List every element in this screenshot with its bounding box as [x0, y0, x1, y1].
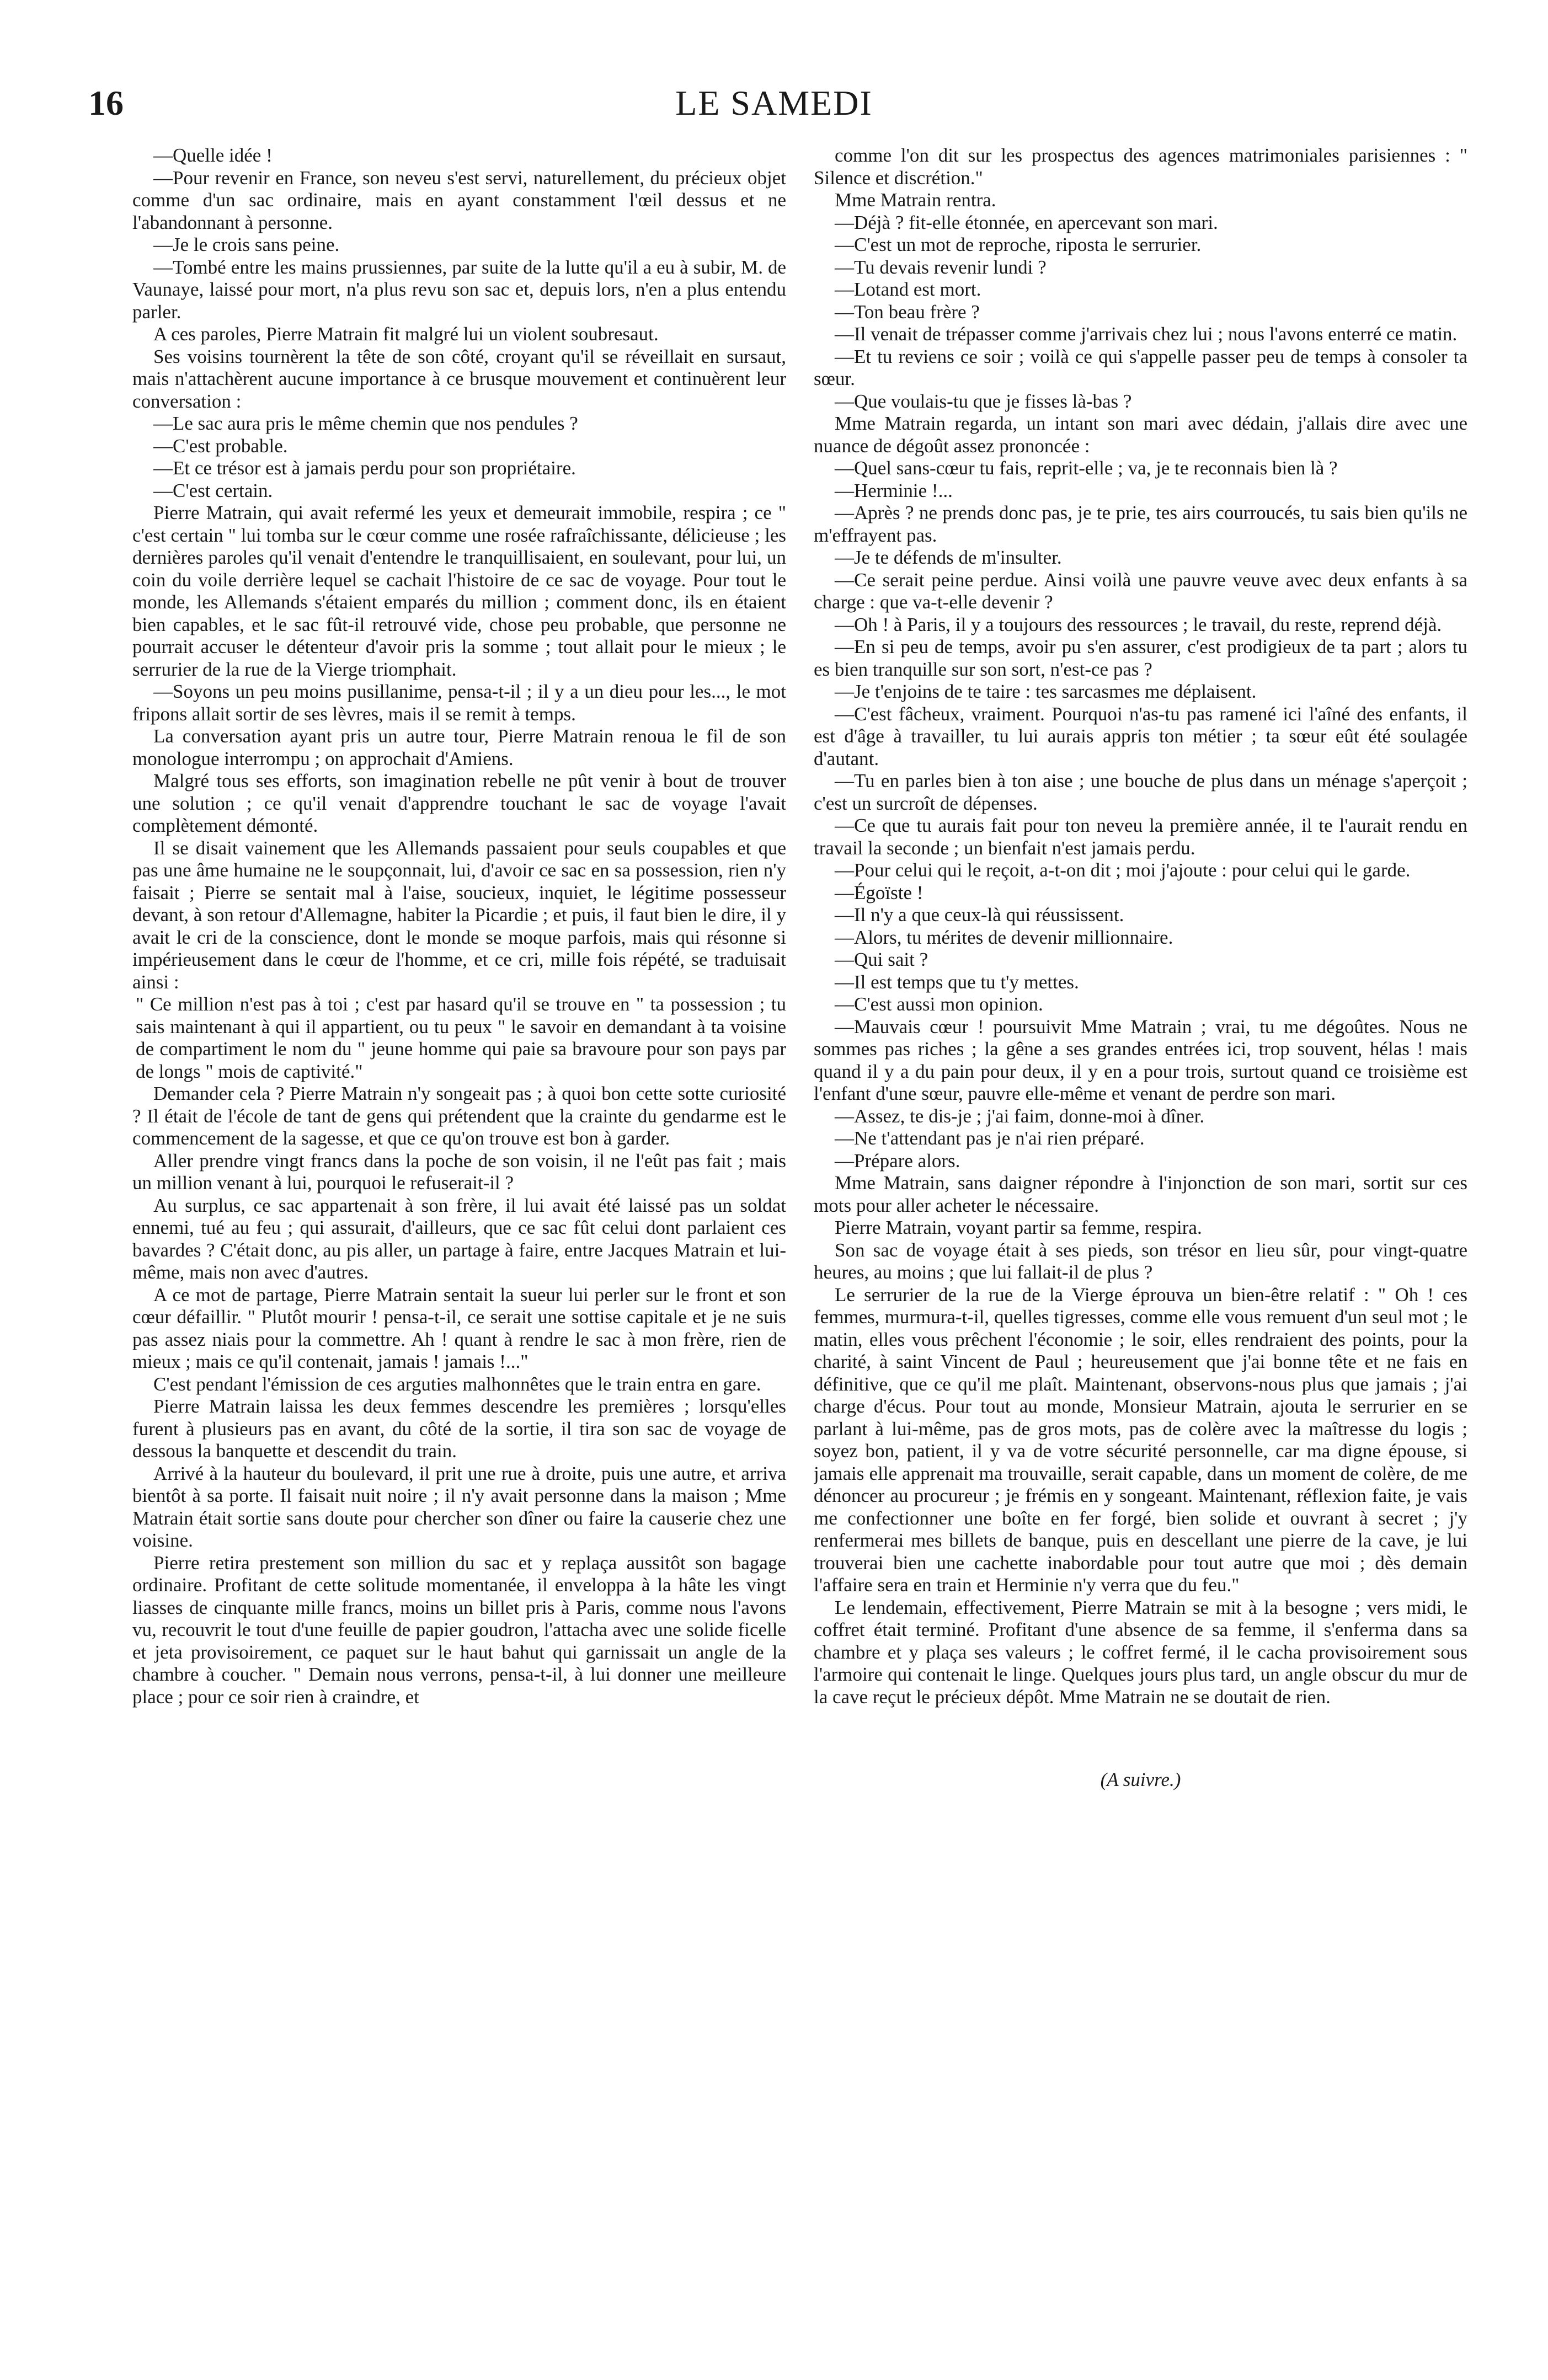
paragraph: —Tu devais revenir lundi ? — [835, 256, 1047, 278]
paragraph: A ce mot de partage, Pierre Matrain sentait la sueur lui perler sur le front et son cœur défaillir. " Plutôt mourir ! pensa-t-il, ce serait une sottise capitale et je ne suis pas assez niais pour la commettre. Ah ! quant à rendre le sac à mon frère, rien de mieux ; mais ce qu'il contenait, jamais ! jamais !..." — [132, 1283, 786, 1372]
paragraph: Ses voisins tournèrent la tête de son côté, croyant qu'il se réveillait en sursaut, mais n'attachèrent aucune importance à ce brusque mouvement et continuèrent leur conversation : — [132, 345, 786, 412]
paragraph: Il se disait vainement que les Allemands passaient pour seuls coupables et que pas une âme humaine ne le soupçonnait, lui, d'avoir ce sac en sa possession, rien n'y faisait ; Pierre se sentait mal à l'aise, soucieux, inquiet, le légitime possesseur devant, à son retour d'Allemagne, habiter la Picardie ; et puis, il faut bien le dire, il y avait le cri de la conscience, dont le monde se moque parfois, mais qui résonne si impérieusement dans le cœur de l'homme, et ce cri, mille fois répété, se traduisait ainsi : — [132, 837, 786, 993]
paragraph: —Assez, te dis-je ; j'ai faim, donne-moi à dîner. — [835, 1105, 1205, 1127]
paragraph: —Le sac aura pris le même chemin que nos pendules ? — [153, 413, 578, 434]
paragraph: —Oh ! à Paris, il y a toujours des ressources ; le travail, du reste, reprend déjà. — [835, 613, 1442, 635]
paragraph: —Je t'enjoins de te taire : tes sarcasmes me déplaisent. — [835, 681, 1257, 702]
paragraph: C'est pendant l'émission de ces arguties malhonnêtes que le train entra en gare. — [153, 1373, 761, 1395]
to-be-continued: (A suivre.) — [1100, 1769, 1181, 1790]
paragraph: Mme Matrain regarda, un intant son mari avec dédain, j'allais dire avec une nuance de dégoût assez prononcée : — [814, 413, 1467, 457]
paragraph: —C'est certain. — [153, 479, 273, 501]
paragraph: —Pour revenir en France, son neveu s'est servi, naturellement, du précieux objet comme d'un sac ordinaire, mais en ayant constamment l'œil dessus et ne l'abandonnant à personne. — [132, 167, 786, 233]
publication-title: LE SAMEDI — [675, 83, 873, 122]
paragraph: —Ce que tu aurais fait pour ton neveu la première année, il te l'aurait rendu en travail la seconde ; un bienfait n'est jamais perdu. — [814, 815, 1467, 859]
paragraph: A ces paroles, Pierre Matrain fit malgré lui un violent soubresaut. — [153, 323, 659, 345]
paragraph: Pierre retira prestement son million du sac et y replaça aussitôt son bagage ordinaire. Profitant de cette solitude momentanée, il enveloppa à la hâte les vingt liasses de cinquante mille francs, moins un billet pris à Paris, comme nous l'avons vu, recouvrit le tout d'une feuille de papier goudron, l'attacha avec une solide ficelle et jeta provisoirement, ce paquet sur le haut bahut qui garnissait un angle de la chambre à coucher. " Demain nous verrons, pensa-t-il, à lui donner une meilleure place ; pour ce soir rien à craindre, et — [132, 1552, 786, 1708]
paragraph: —Et ce trésor est à jamais perdu pour son propriétaire. — [153, 457, 576, 479]
paragraph: comme l'on dit sur les prospectus des agences matrimoniales parisiennes : " Silence et discrétion." — [814, 145, 1467, 189]
paragraph: —Tu en parles bien à ton aise ; une bouche de plus dans un ménage s'aperçoit ; c'est un surcroît de dépenses. — [814, 770, 1467, 814]
paragraph: —Égoïste ! — [835, 881, 924, 903]
paragraph: —C'est probable. — [153, 435, 288, 457]
paragraph: —Ce serait peine perdue. Ainsi voilà une pauvre veuve avec deux enfants à sa charge : que va-t-elle devenir ? — [814, 569, 1467, 613]
paragraph: —C'est aussi mon opinion. — [835, 993, 1043, 1015]
paragraph: Demander cela ? Pierre Matrain n'y songeait pas ; à quoi bon cette sotte curiosité ? Il était de l'école de tant de gens qui prétendent que la crainte du gendarme est le commencement de la sagesse, et que ce qu'on trouve est bon à garder. — [132, 1083, 786, 1149]
paragraph: —Quel sans-cœur tu fais, reprit-elle ; va, je te reconnais bien là ? — [835, 457, 1338, 479]
paragraph: —C'est un mot de reproche, riposta le serrurier. — [835, 234, 1202, 255]
paragraph: —Que voulais-tu que je fisses là-bas ? — [835, 390, 1132, 412]
paragraph: Pierre Matrain, qui avait refermé les yeux et demeurait immobile, respira ; ce " c'est certain " lui tomba sur le cœur comme une rosée rafraîchissante, délicieuse ; les dernières paroles qu'il venait d'entendre le tranquillisaient, en soulevant, pour lui, un coin du voile derrière lequel se cachait l'histoire de ce sac de voyage. Pour tout le monde, les Allemands s'étaient emparés du million ; comment donc, ils en étaient bien capables, et le sac fût-il retrouvé vide, chose peu probable, que personne ne pourrait accuser le détenteur d'avoir pris la somme ; tout allait pour le mieux ; le serrurier de la rue de la Vierge triomphait. — [132, 502, 786, 680]
paragraph: —Soyons un peu moins pusillanime, pensa-t-il ; il y a un dieu pour les..., le mot fripons allait sortir de ses lèvres, mais il se remit à temps. — [132, 681, 786, 725]
paragraph: —C'est fâcheux, vraiment. Pourquoi n'as-tu pas ramené ici l'aîné des enfants, il est d'âge à travailler, tu lui aurais appris ton métier ; ta sœur eût été soulagée d'autant. — [814, 703, 1467, 769]
paragraph: Malgré tous ses efforts, son imagination rebelle ne pût venir à bout de trouver une solution ; ce qu'il venait d'apprendre touchant le sac de voyage l'avait complètement démonté. — [132, 770, 786, 836]
paragraph: Pierre Matrain laissa les deux femmes descendre les premières ; lorsqu'elles furent à plusieurs pas en avant, du côté de la sortie, il tira son sac de voyage de dessous la banquette et descendit du train. — [132, 1395, 786, 1462]
paragraph: —Ton beau frère ? — [835, 301, 980, 323]
paragraph: —Déjà ? fit-elle étonnée, en apercevant son mari. — [835, 211, 1218, 233]
paragraph: —Tombé entre les mains prussiennes, par suite de la lutte qu'il a eu à subir, M. de Vaunaye, laissé pour mort, n'a plus revu son sac et, depuis lors, n'en a plus entendu parler. — [132, 256, 786, 323]
paragraph: —En si peu de temps, avoir pu s'en assurer, c'est prodigieux de ta part ; alors tu es bien tranquille sur son sort, n'est-ce pas ? — [814, 636, 1467, 680]
paragraph: —Il est temps que tu t'y mettes. — [835, 971, 1079, 993]
paragraph: —Lotand est mort. — [835, 279, 981, 300]
paragraph: Aller prendre vingt francs dans la poche de son voisin, il ne l'eût pas fait ; mais un million venant à lui, pourquoi le refuserait-il ? — [132, 1149, 786, 1194]
paragraph: —Je te défends de m'insulter. — [835, 547, 1062, 568]
page-header — [88, 83, 1460, 127]
paragraph: —Prépare alors. — [835, 1149, 960, 1172]
paragraph: —Il n'y a que ceux-là qui réussissent. — [835, 904, 1124, 926]
article-body — [132, 145, 1467, 2329]
paragraph: —Herminie !... — [835, 479, 953, 501]
paragraph: —Ne t'attendant pas je n'ai rien préparé. — [835, 1127, 1145, 1149]
paragraph: —Je le crois sans peine. — [153, 234, 340, 255]
paragraph: La conversation ayant pris un autre tour, Pierre Matrain renoua le fil de son monologue interrompu ; on approchait d'Amiens. — [132, 725, 786, 769]
paragraph: Mme Matrain rentra. — [835, 189, 996, 211]
paragraph: —Pour celui qui le reçoit, a-t-on dit ; moi j'ajoute : pour celui qui le garde. — [835, 859, 1411, 881]
paragraph: —Mauvais cœur ! poursuivit Mme Matrain ; vrai, tu me dégoûtes. Nous ne sommes pas riches ; la gêne a ses grandes entrées ici, trop souvent, hélas ! mais quand il y a du pain pour deux, il y en a pour trois, surtout quand ce troisième est l'enfant d'une sœur, pauvre elle-même et venant de perdre son mari. — [814, 1015, 1467, 1104]
paragraph: Son sac de voyage était à ses pieds, son trésor en lieu sûr, pour vingt-quatre heures, au moins ; que lui fallait-il de plus ? — [814, 1239, 1467, 1283]
paragraph: —Après ? ne prends donc pas, je te prie, tes airs courroucés, tu sais bien qu'ils ne m'effrayent pas. — [814, 502, 1467, 546]
paragraph: —Il venait de trépasser comme j'arrivais chez lui ; nous l'avons enterré ce matin. — [835, 323, 1458, 345]
paragraph: Mme Matrain, sans daigner répondre à l'injonction de son mari, sortit sur ces mots pour aller acheter le nécessaire. — [814, 1172, 1467, 1216]
paragraph: —Quelle idée ! — [153, 145, 273, 166]
paragraph: Au surplus, ce sac appartenait à son frère, il lui avait été laissé pas un soldat ennemi, tué au feu ; qui assurait, d'ailleurs, que ce sac fût celui dont parlaient ces bavardes ? C'était donc, au pis aller, un partage à faire, entre Jacques Matrain et lui-même, mais non avec d'autres. — [132, 1194, 786, 1283]
page-number: 16 — [88, 83, 124, 122]
paragraph: Le serrurier de la rue de la Vierge éprouva un bien-être relatif : " Oh ! ces femmes, murmura-t-il, quelles tigresses, comme elle vous remuent d'un seul mot ; le matin, elles vous prêchent l'économie ; le soir, elles rendraient des points, pour la charité, à saint Vincent de Paul ; heureusement que j'ai bonne tête et ne fais en définitive, que ce qu'il me plaît. Maintenant, observons-nous plus que jamais ; j'ai charge d'écus. Pour tout au monde, Monsieur Matrain, ajouta le serrurier en se parlant à lui-même, pas de gros mots, pas de colère avec la maîtresse du logis ; soyez bon, patient, il y va de votre sécurité personnelle, car ma digne épouse, si jamais elle apprenait ma trouvaille, serait capable, dans un moment de colère, de me dénoncer au procureur ; je frémis en y songeant. Maintenant, réflexion faite, je vais me confectionner une boîte en fer forgé, bien solide et ouvrant à secret ; j'y renfermerai mes billets de banque, puis en descellant une pierre de la cave, je lui trouverai bien une cachette inabordable pour tout autre que moi ; dès demain l'affaire sera en train et Herminie n'y verra que du feu." — [814, 1283, 1467, 1596]
paragraph: Arrivé à la hauteur du boulevard, il prit une rue à droite, puis une autre, et arriva bientôt à sa porte. Il faisait nuit noire ; il n'y avait personne dans la maison ; Mme Matrain était sortie sans doute pour chercher son dîner ou faire la causerie chez une voisine. — [132, 1462, 786, 1551]
paragraph: —Et tu reviens ce soir ; voilà ce qui s'appelle passer peu de temps à consoler ta sœur. — [814, 345, 1467, 389]
paragraph: Pierre Matrain, voyant partir sa femme, respira. — [835, 1217, 1202, 1238]
left-column — [132, 145, 786, 2329]
paragraph: Le lendemain, effectivement, Pierre Matrain se mit à la besogne ; vers midi, le coffret était terminé. Profitant d'une absence de sa femme, il s'enferma dans sa chambre et y plaça ses valeurs ; le coffret fermé, il le cacha provisoirement sous l'armoire qui contenait le linge. Quelques jours plus tard, un angle obscur du mur de la cave reçut le précieux dépôt. Mme Matrain ne se doutait de rien. — [814, 1596, 1467, 1708]
paragraph: —Qui sait ? — [835, 949, 928, 970]
paragraph: —Alors, tu mérites de devenir millionnaire. — [835, 926, 1173, 948]
paragraph: " Ce million n'est pas à toi ; c'est par hasard qu'il se trouve en " ta possession ; tu sais maintenant à qui il appartient, ou tu peux " le savoir en demandant à ta voisine de compartiment le nom du " jeune homme qui paie sa bravoure pour son pays par de longs " mois de captivité." — [136, 993, 786, 1082]
right-column — [814, 145, 1467, 2329]
